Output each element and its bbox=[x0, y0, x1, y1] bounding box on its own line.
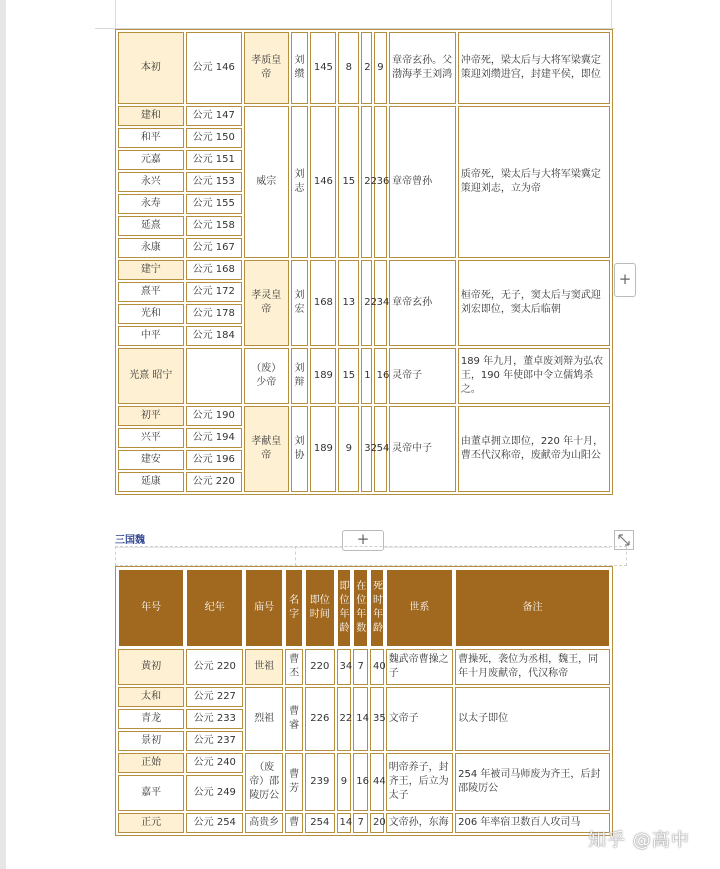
era-name-cell: 光熹 昭宁 bbox=[118, 348, 184, 404]
emperor-name-cell: 曹 bbox=[285, 813, 303, 833]
lineage-cell: 灵帝中子 bbox=[389, 406, 456, 492]
year-cell: 公元 172 bbox=[186, 282, 242, 302]
era-name-cell: 建安 bbox=[118, 450, 184, 470]
year-cell: 公元 168 bbox=[186, 260, 242, 280]
era-name-cell: 元嘉 bbox=[118, 150, 184, 170]
previous-table-edge bbox=[115, 0, 612, 28]
year-cell bbox=[186, 348, 242, 404]
wei-emperors-table bbox=[115, 566, 613, 836]
year-cell: 公元 237 bbox=[186, 731, 243, 751]
table-header-row bbox=[118, 569, 610, 647]
era-name-cell: 正始 bbox=[118, 753, 184, 773]
temple-name-cell: 孝灵皇帝 bbox=[244, 260, 289, 346]
lineage-cell: 章帝玄孙。父渤海孝王刘鸿 bbox=[389, 32, 456, 104]
empty-layout-row-divider bbox=[295, 546, 297, 566]
note-cell: 由董卓拥立即位，220 年十月，曹丕代汉称帝，废献帝为山阳公 bbox=[458, 406, 610, 492]
temple-name-cell: 孝质皇帝 bbox=[244, 32, 289, 104]
era-name-cell: 建宁 bbox=[118, 260, 184, 280]
year-cell: 公元 155 bbox=[186, 194, 242, 214]
accession-age-cell: 34 bbox=[337, 649, 352, 685]
year-cell: 公元 153 bbox=[186, 172, 242, 192]
emperor-name-cell: 刘协 bbox=[291, 406, 309, 492]
column-header: 备注 bbox=[455, 569, 610, 647]
lineage-cell: 章帝玄孙 bbox=[389, 260, 456, 346]
accession-year-cell: 254 bbox=[305, 813, 334, 833]
column-header: 死时年龄 bbox=[370, 569, 384, 647]
accession-age-cell: 15 bbox=[338, 106, 359, 258]
table-row bbox=[118, 106, 610, 126]
table-row bbox=[118, 649, 610, 685]
emperor-name-cell: 刘缵 bbox=[291, 32, 309, 104]
lineage-cell: 章帝曾孙 bbox=[389, 106, 456, 258]
temple-name-cell: （废帝）邵陵厉公 bbox=[245, 753, 283, 811]
column-header: 即位年龄 bbox=[337, 569, 352, 647]
accession-year-cell: 146 bbox=[310, 106, 336, 258]
eastern-han-emperors-table bbox=[115, 29, 613, 495]
reign-years-cell: 14 bbox=[353, 687, 368, 751]
death-age-cell: 16 bbox=[374, 348, 388, 404]
column-header: 即位时间 bbox=[305, 569, 334, 647]
temple-name-cell: 高贵乡 bbox=[245, 813, 283, 833]
emperor-name-cell: 曹丕 bbox=[285, 649, 303, 685]
zhihu-watermark: 知乎 @高中 bbox=[588, 830, 690, 851]
accession-year-cell: 189 bbox=[310, 406, 336, 492]
death-age-cell: 35 bbox=[370, 687, 384, 751]
reign-years-cell: 32 bbox=[361, 406, 371, 492]
note-cell: 以太子即位 bbox=[455, 687, 610, 751]
column-header: 在位年数 bbox=[353, 569, 368, 647]
column-header: 世系 bbox=[386, 569, 453, 647]
lineage-cell: 魏武帝曹操之子 bbox=[386, 649, 453, 685]
note-cell: 254 年被司马师废为齐王，后封邵陵厉公 bbox=[455, 753, 610, 811]
year-cell: 公元 150 bbox=[186, 128, 242, 148]
column-header: 名字 bbox=[285, 569, 303, 647]
temple-name-cell: （废）少帝 bbox=[244, 348, 289, 404]
era-name-cell: 光和 bbox=[118, 304, 184, 324]
table-row bbox=[118, 32, 610, 104]
accession-year-cell: 220 bbox=[305, 649, 334, 685]
era-name-cell: 延康 bbox=[118, 472, 184, 492]
note-cell: 桓帝死，无子，窦太后与窦武迎刘宏即位，窦太后临朝 bbox=[458, 260, 610, 346]
year-cell: 公元 167 bbox=[186, 238, 242, 258]
era-name-cell: 永兴 bbox=[118, 172, 184, 192]
table-row bbox=[118, 753, 610, 773]
year-cell: 公元 240 bbox=[186, 753, 243, 773]
lineage-cell: 明帝养子，封齐王，后立为太子 bbox=[386, 753, 453, 811]
year-cell: 公元 254 bbox=[186, 813, 243, 833]
era-name-cell: 永康 bbox=[118, 238, 184, 258]
temple-name-cell: 烈祖 bbox=[245, 687, 283, 751]
lineage-cell: 文帝孙，东海 bbox=[386, 813, 453, 833]
death-age-cell: 9 bbox=[374, 32, 388, 104]
accession-year-cell: 168 bbox=[310, 260, 336, 346]
year-cell: 公元 146 bbox=[186, 32, 242, 104]
year-cell: 公元 227 bbox=[186, 687, 243, 707]
year-cell: 公元 151 bbox=[186, 150, 242, 170]
year-cell: 公元 196 bbox=[186, 450, 242, 470]
era-name-cell: 青龙 bbox=[118, 709, 184, 729]
era-name-cell: 景初 bbox=[118, 731, 184, 751]
reign-years-cell: 7 bbox=[353, 813, 368, 833]
note-cell: 冲帝死，梁太后与大将军梁冀定策迎刘缵进宫，封建平侯，即位 bbox=[458, 32, 610, 104]
table-row bbox=[118, 406, 610, 426]
era-name-cell: 正元 bbox=[118, 813, 184, 833]
emperor-name-cell: 刘宏 bbox=[291, 260, 309, 346]
table-row bbox=[118, 687, 610, 707]
column-header: 纪年 bbox=[186, 569, 243, 647]
reign-years-cell: 7 bbox=[353, 649, 368, 685]
emperor-name-cell: 刘辩 bbox=[291, 348, 309, 404]
year-cell: 公元 147 bbox=[186, 106, 242, 126]
accession-year-cell: 145 bbox=[310, 32, 336, 104]
year-cell: 公元 158 bbox=[186, 216, 242, 236]
temple-name-cell: 孝献皇帝 bbox=[244, 406, 289, 492]
year-cell: 公元 194 bbox=[186, 428, 242, 448]
table-row bbox=[118, 813, 610, 833]
accession-age-cell: 22 bbox=[337, 687, 352, 751]
year-cell: 公元 178 bbox=[186, 304, 242, 324]
accession-age-cell: 13 bbox=[338, 260, 359, 346]
column-header: 庙号 bbox=[245, 569, 283, 647]
era-name-cell: 永寿 bbox=[118, 194, 184, 214]
table-row bbox=[118, 260, 610, 280]
death-age-cell: 36 bbox=[374, 106, 388, 258]
emperor-name-cell: 刘志 bbox=[291, 106, 309, 258]
emperor-name-cell: 曹芳 bbox=[285, 753, 303, 811]
era-name-cell: 建和 bbox=[118, 106, 184, 126]
lineage-cell: 文帝子 bbox=[386, 687, 453, 751]
death-age-cell: 44 bbox=[370, 753, 384, 811]
era-name-cell: 兴平 bbox=[118, 428, 184, 448]
death-age-cell: 34 bbox=[374, 260, 388, 346]
reign-years-cell: 1 bbox=[361, 348, 371, 404]
death-age-cell: 20 bbox=[370, 813, 384, 833]
note-cell: 曹操死，袭位为丞相，魏王，同年十月废献帝，代汉称帝 bbox=[455, 649, 610, 685]
era-name-cell: 初平 bbox=[118, 406, 184, 426]
accession-age-cell: 14 bbox=[337, 813, 352, 833]
year-cell: 公元 190 bbox=[186, 406, 242, 426]
reign-years-cell: 16 bbox=[353, 753, 368, 811]
era-name-cell: 黄初 bbox=[118, 649, 184, 685]
death-age-cell: 40 bbox=[370, 649, 384, 685]
reign-years-cell: 22 bbox=[361, 260, 371, 346]
section-title: 三国魏 bbox=[115, 535, 145, 546]
lineage-cell: 灵帝子 bbox=[389, 348, 456, 404]
note-cell: 189 年九月，董卓废刘辩为弘农王，190 年使郎中令立儒鸩杀之。 bbox=[458, 348, 610, 404]
era-name-cell: 熹平 bbox=[118, 282, 184, 302]
add-column-button[interactable]: + bbox=[614, 263, 636, 297]
table-row bbox=[118, 348, 610, 404]
column-header: 年号 bbox=[118, 569, 184, 647]
year-cell: 公元 184 bbox=[186, 326, 242, 346]
accession-age-cell: 9 bbox=[338, 406, 359, 492]
era-name-cell: 和平 bbox=[118, 128, 184, 148]
year-cell: 公元 233 bbox=[186, 709, 243, 729]
era-name-cell: 太和 bbox=[118, 687, 184, 707]
accession-year-cell: 226 bbox=[305, 687, 334, 751]
reign-years-cell: 2 bbox=[361, 32, 371, 104]
year-cell: 公元 249 bbox=[186, 775, 243, 811]
emperor-name-cell: 曹睿 bbox=[285, 687, 303, 751]
note-cell: 质帝死，梁太后与大将军梁冀定策迎刘志，立为帝 bbox=[458, 106, 610, 258]
accession-age-cell: 9 bbox=[337, 753, 352, 811]
note-cell: 206 年率宿卫数百人攻司马 bbox=[455, 813, 610, 833]
temple-name-cell: 世祖 bbox=[245, 649, 283, 685]
reign-years-cell: 22 bbox=[361, 106, 371, 258]
accession-year-cell: 239 bbox=[305, 753, 334, 811]
empty-layout-row bbox=[115, 546, 627, 566]
era-name-cell: 中平 bbox=[118, 326, 184, 346]
year-cell: 公元 220 bbox=[186, 649, 243, 685]
death-age-cell: 54 bbox=[374, 406, 388, 492]
add-row-button[interactable]: + bbox=[342, 530, 384, 551]
era-name-cell: 本初 bbox=[118, 32, 184, 104]
era-name-cell: 嘉平 bbox=[118, 775, 184, 811]
accession-year-cell: 189 bbox=[310, 348, 336, 404]
era-name-cell: 延熹 bbox=[118, 216, 184, 236]
year-cell: 公元 220 bbox=[186, 472, 242, 492]
accession-age-cell: 8 bbox=[338, 32, 359, 104]
temple-name-cell: 威宗 bbox=[244, 106, 289, 258]
accession-age-cell: 15 bbox=[338, 348, 359, 404]
window-left-edge bbox=[0, 0, 6, 869]
